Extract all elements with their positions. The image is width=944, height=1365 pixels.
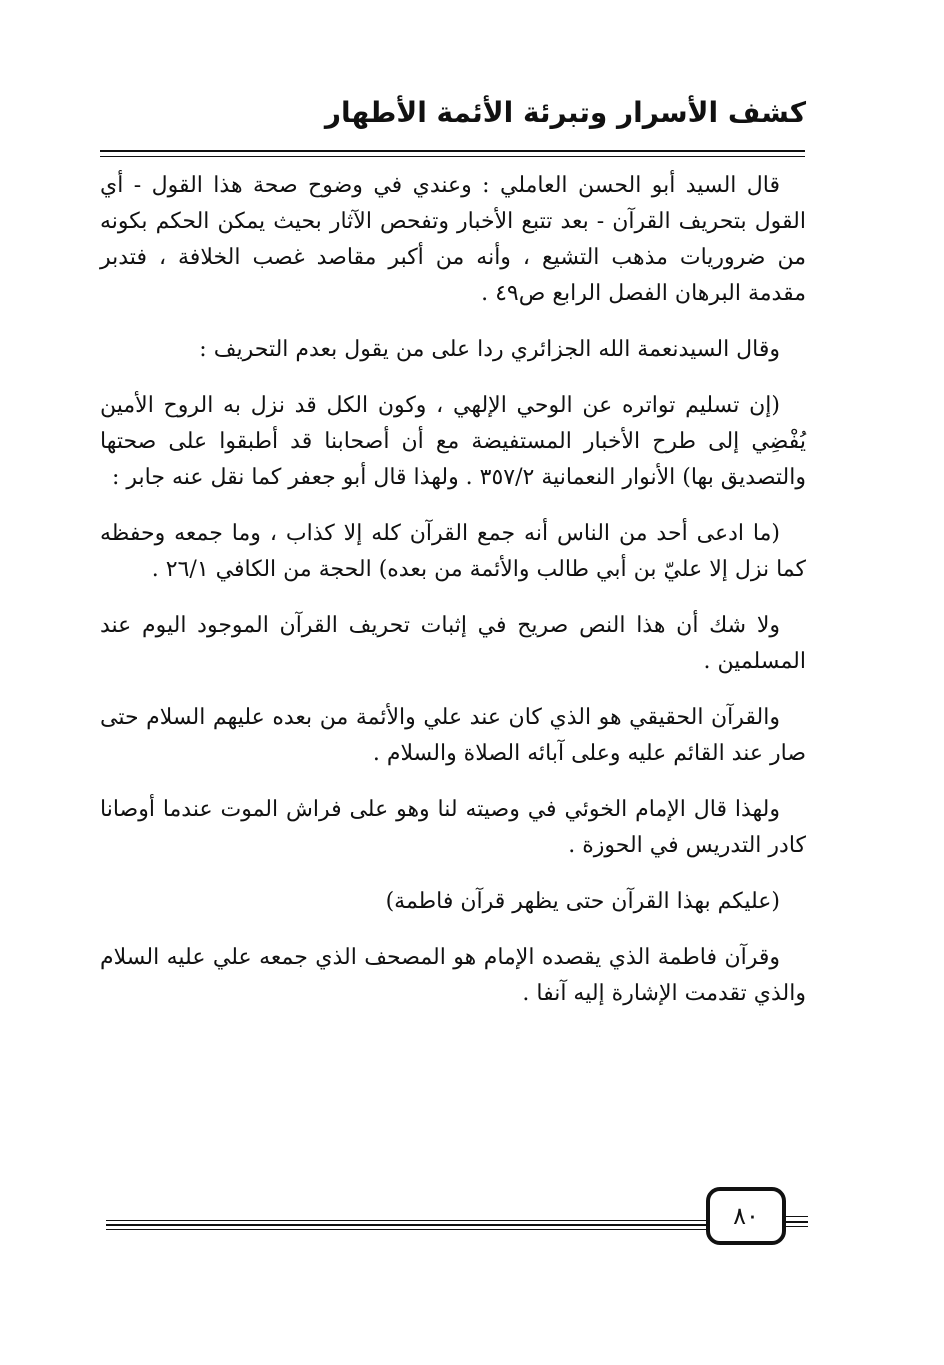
body-text — [100, 168, 806, 1032]
footer-rule-line — [786, 1221, 808, 1223]
paragraph-2: وقال السيدنعمة الله الجزائري ردا على من يقول بعدم التحريف : — [199, 337, 780, 362]
page-number: ٨٠ — [733, 1202, 759, 1230]
footer-rule-line — [106, 1224, 708, 1226]
footer-rule-line — [106, 1220, 708, 1221]
paragraph-4-quote: (ما ادعى أحد من الناس أنه جمع القرآن كله إلا كذاب ، وما جمعه وحفظه كما نزل إلا عليّ بن أبي طالب والأئمة من بعده) الحجة من الكافي ٢٦/١ . — [100, 521, 806, 582]
header-rule-thick — [100, 150, 805, 152]
page-number-box — [706, 1187, 786, 1245]
paragraph-7: ولهذا قال الإمام الخوئي في وصيته لنا وهو على فراش الموت عندما أوصانا كادر التدريس في الحوزة . — [100, 797, 806, 858]
paragraph-3-quote: (إن تسليم تواتره عن الوحي الإلهي ، وكون الكل قد نزل به الروح الأمين يُفْضِي إلى طرح الأخبار المستفيضة مع أن أصحابنا قد أطبقوا على صحتها والتصديق بها) الأنوار النعمانية ٣٥٧/٢ . ولهذا قال أبو جعفر كما نقل عنه جابر : — [100, 393, 806, 490]
header-rule-thin — [100, 156, 805, 157]
paragraph-6: والقرآن الحقيقي هو الذي كان عند علي والأئمة من بعده عليهم السلام حتى صار عند القائم عليه وعلى آبائه الصلاة والسلام . — [100, 705, 806, 766]
paragraph-9: وقرآن فاطمة الذي يقصده الإمام هو المصحف الذي جمعه علي عليه السلام والذي تقدمت الإشارة إليه آنفا . — [100, 945, 806, 1006]
paragraph-5: ولا شك أن هذا النص صريح في إثبات تحريف القرآن الموجود اليوم عند المسلمين . — [100, 613, 806, 674]
paragraph-1: قال السيد أبو الحسن العاملي : وعندي في وضوح صحة هذا القول - أي القول بتحريف القرآن - بعد تتبع الأخبار وتفحص الآثار بحيث يمكن الحكم بكونه من ضروريات مذهب التشيع ، وأنه من أكبر مقاصد غصب الخلافة ، فتدبر مقدمة البرهان الفصل الرابع ص٤٩ . — [100, 173, 806, 306]
paragraph-8-quote: (عليكم بهذا القرآن حتى يظهر قرآن فاطمة) — [385, 889, 780, 914]
footer-rule-line — [786, 1226, 808, 1227]
footer-rule-line — [786, 1216, 808, 1217]
running-header-title: كشف الأسرار وتبرئة الأئمة الأطهار — [324, 96, 806, 129]
footer-rule-line — [106, 1229, 708, 1230]
